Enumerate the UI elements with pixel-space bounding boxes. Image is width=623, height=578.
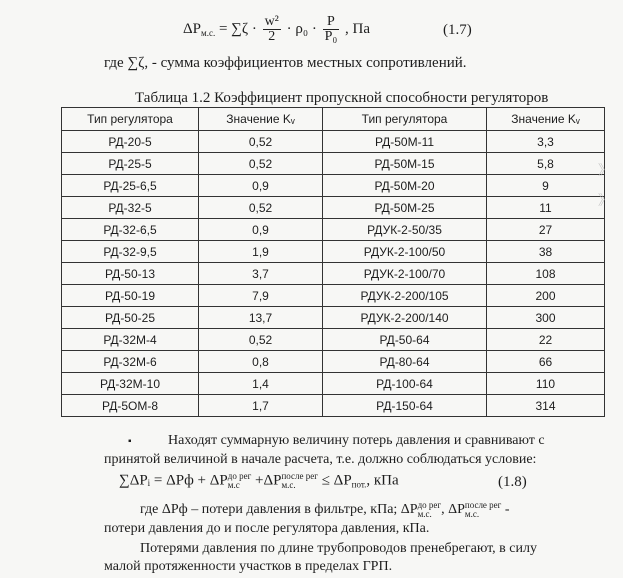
cell-value-2: 200 [487, 285, 605, 307]
sup-text: после рег [464, 500, 502, 510]
cell-type-2: РД-50М-25 [323, 197, 487, 219]
cell-value-2: 314 [487, 395, 605, 417]
where2-text: где ΔPф – потери давления в фильтре, кПа; ΔP [140, 502, 418, 518]
fraction-denominator: 2 [268, 29, 276, 44]
cell-value-1: 0,9 [199, 175, 323, 197]
header-type-2: Тип регулятора [323, 108, 487, 131]
cell-type-2: РДУК-2-200/105 [323, 285, 487, 307]
cell-type-2: РД-150-64 [323, 395, 487, 417]
cell-type-2: РД-50М-11 [323, 131, 487, 153]
formula-sum: = ∑ζ · [218, 20, 257, 37]
cell-value-1: 1,4 [199, 373, 323, 395]
scan-mark-2: 》 [598, 194, 612, 209]
cell-type-1: РД-25-6,5 [62, 175, 199, 197]
cell-value-1: 7,9 [199, 285, 323, 307]
cell-value-2: 300 [487, 307, 605, 329]
supsub-b [465, 501, 501, 519]
para3-line2: малой протяженности участков в пределах ГРП. [104, 559, 393, 574]
table-row [62, 395, 605, 417]
table-row [62, 175, 605, 197]
cell-type-1: РД-32М-10 [62, 373, 199, 395]
formula-compare: ≤ ΔP [317, 472, 352, 489]
cell-type-1: РД-50-25 [62, 307, 199, 329]
para3-line1: Потерями давления по длине трубопроводов пренебрегают, в силу [140, 541, 537, 556]
cell-type-1: РД-32-6,5 [62, 219, 199, 241]
cell-value-1: 0,9 [199, 219, 323, 241]
cell-value-1: 0,52 [199, 197, 323, 219]
supsub-a [418, 501, 442, 519]
formula-unit: , Па [345, 20, 371, 37]
header-value-1: Значение Kᵥ [199, 108, 323, 131]
cell-type-2: РД-50-64 [323, 329, 487, 351]
cell-value-1: 3,7 [199, 263, 323, 285]
cell-type-1: РД-5ОМ-8 [62, 395, 199, 417]
formula-unit: , кПа [366, 472, 399, 489]
sup-text: после рег [281, 471, 318, 481]
table-row [62, 373, 605, 395]
cell-value-2: 22 [487, 329, 605, 351]
header-value-2: Значение Kᵥ [487, 108, 605, 131]
table-row [62, 351, 605, 373]
cell-type-2: РДУК-2-100/70 [323, 263, 487, 285]
formula-lhs-subscript: м.с. [201, 27, 216, 38]
fraction-numerator: w² [264, 14, 279, 29]
cell-value-1: 0,52 [199, 131, 323, 153]
cell-value-2: 66 [487, 351, 605, 373]
sub-text: м.с. [464, 509, 480, 519]
table-row [62, 307, 605, 329]
formula-mid: · ρ₀ · [286, 20, 317, 37]
where2-end: - [501, 502, 510, 518]
where2-line2: потери давления до и после регулятора давления, кПа. [104, 521, 430, 536]
sub-text: м.с. [281, 480, 296, 490]
bullet-marker: ▪ [128, 436, 132, 447]
table-row [62, 285, 605, 307]
cell-type-2: РД-80-64 [323, 351, 487, 373]
cell-type-2: РДУК-2-200/140 [323, 307, 487, 329]
formula-1-7 [183, 15, 370, 44]
cell-value-1: 0,52 [199, 153, 323, 175]
formula-1-8 [119, 472, 399, 490]
cell-value-2: 5,8 [487, 153, 605, 175]
cell-value-2: 11 [487, 197, 605, 219]
cell-type-1: РД-20-5 [62, 131, 199, 153]
cell-value-2: 27 [487, 219, 605, 241]
cell-type-2: РД-50М-20 [323, 175, 487, 197]
table-row [62, 241, 605, 263]
where-line: где ∑ζ, - сумма коэффициентов местных сопротивлений. [104, 55, 467, 71]
sup-text: до рег [417, 500, 442, 510]
cell-type-2: РД-50М-15 [323, 153, 487, 175]
formula-lhs: ∑ΔPᵢ = ΔPф + ΔP [119, 472, 228, 489]
table-row [62, 153, 605, 175]
equation-number-1-8: (1.8) [498, 474, 527, 490]
cell-type-1: РД-32-5 [62, 197, 199, 219]
equation-number-1-7: (1.7) [443, 22, 472, 38]
cell-value-1: 1,7 [199, 395, 323, 417]
table-row [62, 131, 605, 153]
cell-type-1: РД-32М-4 [62, 329, 199, 351]
cell-type-1: РД-50-19 [62, 285, 199, 307]
table-row [62, 329, 605, 351]
header-type-1: Тип регулятора [62, 108, 199, 131]
sup-text: до рег [227, 471, 252, 481]
sub-text: м.с. [417, 509, 432, 519]
fraction-pressure [323, 15, 340, 44]
fraction-velocity [263, 15, 281, 44]
supsub-1 [228, 472, 252, 490]
cell-value-2: 9 [487, 175, 605, 197]
cell-type-2: РДУК-2-50/35 [323, 219, 487, 241]
coefficient-table [61, 107, 605, 417]
formula-plus: +ΔP [251, 472, 282, 489]
table-row [62, 197, 605, 219]
cell-type-1: РД-32-9,5 [62, 241, 199, 263]
formula-sub-pot: пот. [351, 479, 367, 490]
cell-value-2: 38 [487, 241, 605, 263]
formula-lhs: ΔP [183, 20, 201, 37]
where2-line1 [140, 501, 510, 519]
cell-value-1: 13,7 [199, 307, 323, 329]
cell-type-2: РД-100-64 [323, 373, 487, 395]
para1-line2: принятой величиной в начале расчета, т.е. должно соблюдаться условие: [104, 452, 537, 467]
table-caption: Таблица 1.2 Коэффициент пропускной способности регуляторов [135, 90, 549, 106]
cell-type-1: РД-25-5 [62, 153, 199, 175]
cell-value-2: 108 [487, 263, 605, 285]
table-header-row [62, 108, 605, 131]
cell-value-1: 0,52 [199, 329, 323, 351]
fraction-denominator: P₀ [324, 29, 338, 44]
cell-value-1: 0,8 [199, 351, 323, 373]
table-row [62, 263, 605, 285]
supsub-2 [281, 472, 317, 490]
para1-line1: Находят суммарную величину потерь давления и сравнивают с [168, 433, 545, 448]
cell-value-2: 3,3 [487, 131, 605, 153]
where2-mid: , ΔP [441, 502, 465, 518]
fraction-numerator: P [323, 15, 340, 30]
sub-text: м.с [227, 480, 240, 490]
cell-type-2: РДУК-2-100/50 [323, 241, 487, 263]
cell-value-2: 110 [487, 373, 605, 395]
cell-value-1: 1,9 [199, 241, 323, 263]
scan-mark-1: 》 [598, 164, 612, 179]
table-row [62, 219, 605, 241]
cell-type-1: РД-32М-6 [62, 351, 199, 373]
cell-type-1: РД-50-13 [62, 263, 199, 285]
